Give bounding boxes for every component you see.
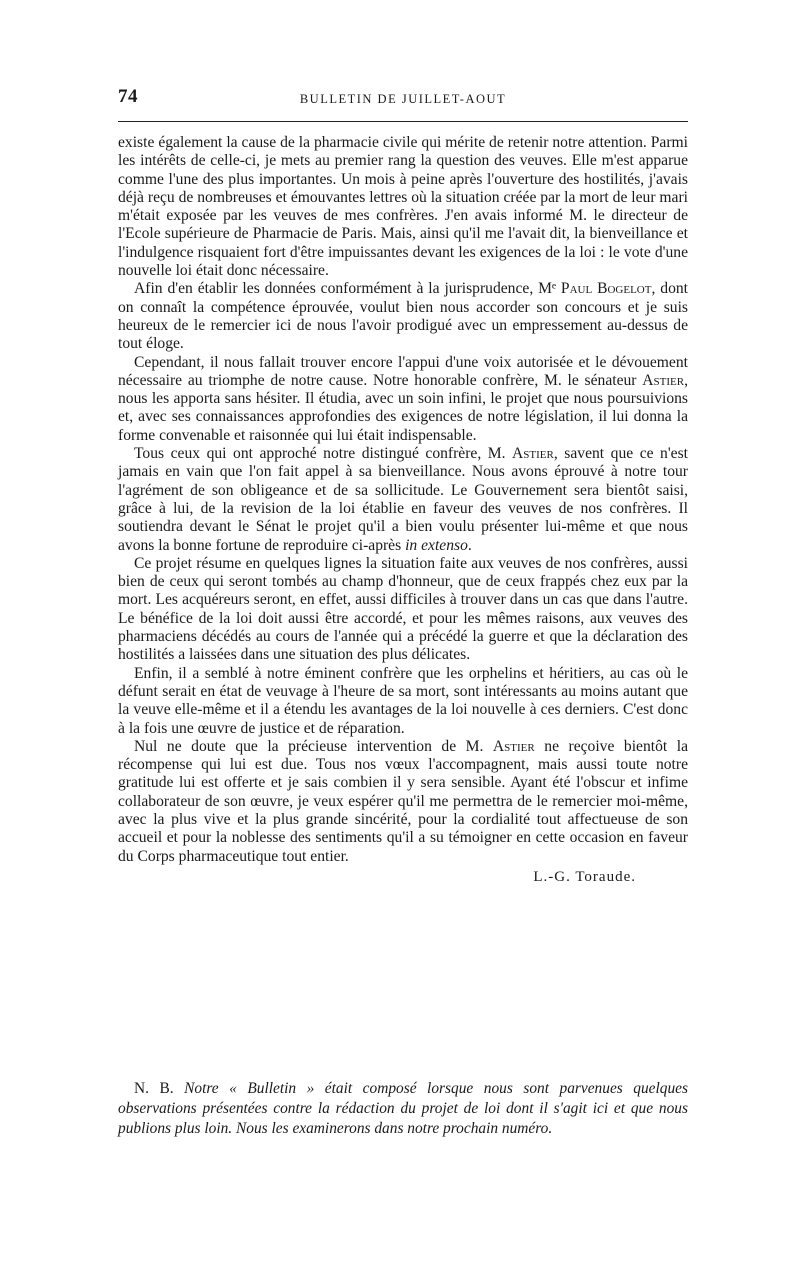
paragraph-1: existe également la cause de la pharmacie civile qui mérite de retenir notre attention. Parmi les intérêts de celle-ci, je mets au premier rang la question des veuves. Elle m'est apparue comme l'une des plus importantes. Un mois à peine après l'ouverture des hostilités, j'avais déjà reçu de nombreuses et émouvantes lettres où la situation créée par la mort de leur mari m'était exposée par les veuves de mes confrères. J'en avais informé M. le directeur de l'Ecole supérieure de Pharmacie de Paris. Mais, ainsi qu'il me l'avait dit, la bienveillance et l'indulgence risquaient fort d'être impuissantes devant les exigences de la loi : le vote d'une nouvelle loi était donc nécessaire. [118, 134, 688, 280]
page-number: 74 [118, 86, 138, 107]
paragraph-4-text-c: . [467, 536, 472, 554]
paragraph-7-text-a: Nul ne doute que la précieuse intervention de M. [134, 737, 493, 755]
paragraph-4-text-a: Tous ceux qui ont approché notre distingué confrère, M. [134, 445, 513, 463]
paragraph-3 [118, 354, 688, 445]
note-prefix: N. B. [134, 1080, 185, 1097]
paragraph-6: Enfin, il a semblé à notre éminent confrère que les orphelins et héritiers, au cas où le défunt serait en état de veuvage à l'heure de sa mort, sont intéressants au moins autant que la veuve elle-même et il a étendu les avantages de la loi nouvelle à ces derniers. C'est donc à la fois une œuvre de justice et de réparation. [118, 664, 688, 737]
paragraph-3-text-b: , nous les apporta sans hésiter. Il étudia, avec un soin infini, le projet que nous poursuivions et, avec ses connaissances approfondies des exigences de notre législation, il lui donna la forme convenable et raisonnée qui lui était indispensable. [118, 371, 688, 444]
paragraph-2-text-a: Afin d'en établir les données conformément à la jurisprudence, Mᵉ [134, 280, 561, 298]
paragraph-3-text-a: Cependant, il nous fallait trouver encore l'appui d'une voix autorisée et le dévouement nécessaire au triomphe de notre cause. Notre honorable confrère, M. le sénateur [118, 353, 688, 389]
paragraph-7 [118, 738, 688, 866]
person-name: Astier [642, 371, 685, 389]
person-name: Paul Bogelot [560, 280, 652, 298]
page-header [118, 86, 688, 112]
paragraph-2 [118, 280, 688, 353]
latin-phrase: in extenso [405, 536, 468, 554]
editor-note [118, 1079, 688, 1139]
paragraph-2-text-b: , dont on connaît la compétence éprouvée, voulut bien nous accorder son concours et je suis heureux de le remercier ici de nous l'avoir prodigué avec un empressement au-dessus de tout éloge. [118, 280, 688, 353]
author-signature: L.-G. Toraude. [533, 868, 636, 885]
paragraph-7-text-b: ne reçoive bientôt la récompense qui lui est due. Tous nos vœux l'accompagnent, mais aussi toute notre gratitude lui est offerte et je sais combien il y sera sensible. Ayant été l'obscur et infime collaborateur de son œuvre, je veux espérer qu'il me permettra de le remercier moi-même, avec la plus vive et la plus grande sincérité, pour la cordialité tout affectueuse de son accueil et pour la noblesse des sentiments qu'il a su témoigner en cette occasion en faveur du Corps pharmaceutique tout entier. [118, 737, 688, 865]
running-head: BULLETIN DE JUILLET-AOUT [299, 92, 507, 106]
note-paragraph [118, 1079, 688, 1139]
note-text: Notre « Bulletin » était composé lorsque nous sont parvenues quelques observations présentées contre la rédaction du projet de loi dont il s'agit ici et que nous publions plus loin. Nous les examinerons dans notre prochain numéro. [118, 1080, 688, 1137]
article-body [118, 134, 688, 886]
paragraph-4-text-b: , savent que ce n'est jamais en vain que l'on fait appel à sa bienveillance. Nous avons éprouvé à notre tour l'agrément de son obligeance et de sa sollicitude. Le Gouvernement sera bientôt saisi, grâce à lui, de la revision de la loi établie en faveur des veuves de nos confrères. Il soutiendra devant le Sénat le projet qu'il a bien voulu présenter lui-même et que nous avons la bonne fortune de reproduire ci-après [118, 445, 688, 554]
paragraph-5: Ce projet résume en quelques lignes la situation faite aux veuves de nos confrères, aussi bien de ceux qui seront tombés au champ d'honneur, que de ceux frappés chez eux par la mort. Les acquéreurs seront, en effet, aussi difficiles à trouver dans un cas que dans l'autre. Le bénéfice de la loi doit aussi être accordé, et pour les mêmes raisons, aux veuves des pharmaciens décédés au cours de l'année qui a précédé la guerre et que la déclaration des hostilités a laissées dans une situation des plus délicates. [118, 554, 688, 664]
paragraph-4 [118, 445, 688, 555]
header-rule [118, 121, 688, 122]
person-name: Astier [512, 445, 554, 463]
person-name: Astier [492, 737, 535, 755]
